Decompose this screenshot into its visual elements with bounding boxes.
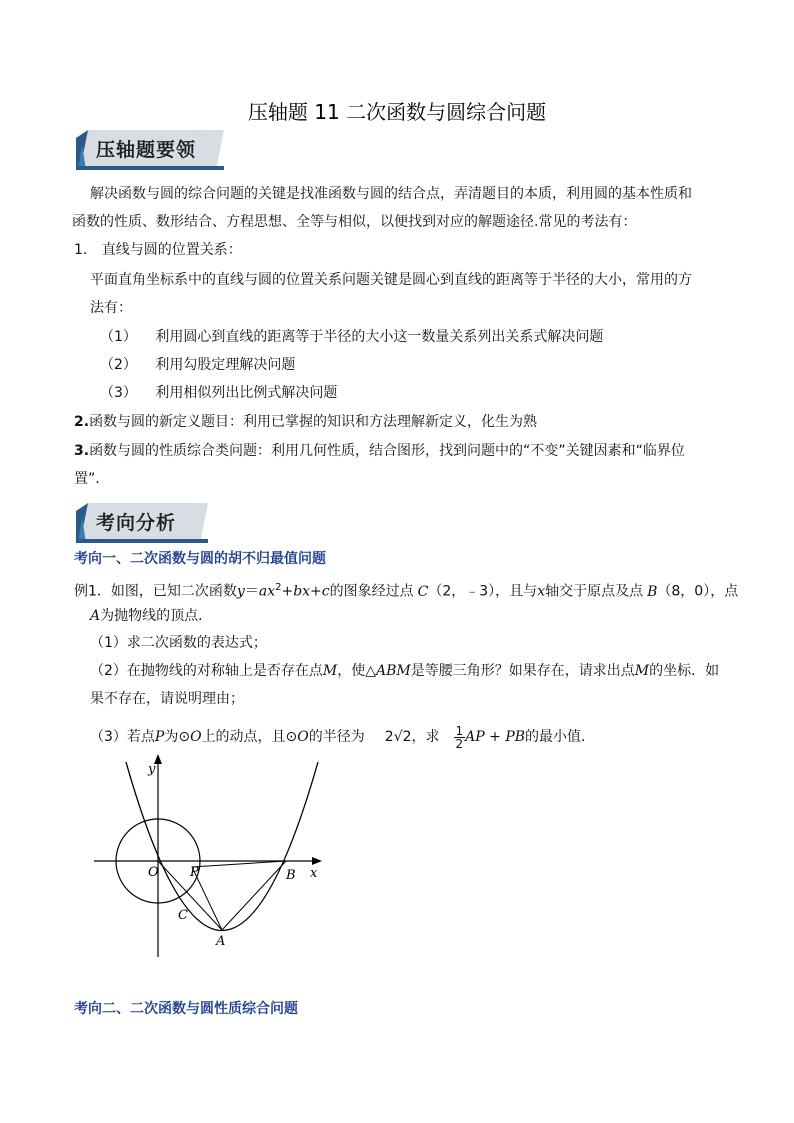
intro-line-2: 函数的性质、数形结合、方程思想、全等与相似，以便找到对应的解题途径.常见的考法有： [72,214,637,230]
item-number: （1） [100,329,137,345]
direction-2-title: 考向二、二次函数与圆性质综合问题 [74,1001,298,1017]
label-p: P [190,865,199,880]
radius-value: 2√2 [384,729,412,745]
point-c: C [417,583,429,600]
point-a: A [90,608,101,624]
method-1-number: 1. [74,242,88,258]
text: ，使△ [337,663,377,679]
point-o: O [190,729,202,745]
item-text: 利用相似列出比例式解决问题 [155,385,338,401]
label-x: x [310,866,318,881]
item-text: 利用圆心到直线的距离等于半径的大小这一数量关系列出关系式解决问题 [155,329,604,345]
geometry-figure [88,752,328,957]
expression-ap-pb: AP + PB [465,729,526,745]
section-banner-key-points [76,130,224,170]
label-o: O [148,865,159,880]
point-m: M [634,663,650,679]
text: 为抛物线的顶点． [100,608,213,624]
section-banner-analysis [76,503,224,543]
fraction-numerator: 1 [455,723,464,738]
text: 的坐标．如 [649,663,720,679]
question-3 [90,723,595,751]
method-1-desc-line-2: 法有： [90,300,132,316]
point-m: M [322,663,338,679]
var-ax: ax [258,583,276,600]
method-1-desc-line-1: 平面直角坐标系中的直线与圆的位置关系问题关键是圆心到直线的距离等于半径的大小，常用的方 [90,272,692,288]
banner-label: 考向分析 [96,512,177,534]
text: 为⊙ [164,729,191,745]
question-2-line-1 [90,661,719,681]
fraction-one-half [454,725,466,750]
example-prefix: 例1．如图，已知二次函数 [74,583,237,600]
text: 是等腰三角形？如果存在，请求出点 [410,663,635,679]
label-b: B [286,868,296,883]
method-1-item-3 [100,383,337,403]
method-1-item-1 [100,327,603,347]
label-y: y [148,762,156,777]
method-3-line-2: 置”. [74,471,100,487]
text: 轴交于原点及点 [545,583,644,600]
point-p: P [154,729,165,745]
banner-label: 压轴题要领 [96,139,197,161]
text: （3）若点 [90,729,155,745]
method-3-number: 3. [74,443,90,459]
parabola-curve [126,762,318,931]
method-2 [74,412,537,432]
item-number: （2） [100,357,137,373]
text: 上的动点，且⊙ [201,729,298,745]
page-title: 压轴题 11 二次函数与圆综合问题 [247,100,547,124]
method-1-title: 直线与圆的位置关系： [101,242,242,258]
var-y: y [236,583,245,600]
method-2-text: 函数与圆的新定义题目：利用已掌握的知识和方法理解新定义，化生为熟 [89,414,538,430]
fraction-denominator: 2 [455,736,464,751]
text: 的图象经过点 [329,583,414,600]
item-number: （3） [100,385,137,401]
text: 的半径为 [308,729,365,745]
method-3-line-1 [74,441,685,461]
var-x: x [537,583,546,600]
text: （2）在抛物线的对称轴上是否存在点 [90,663,323,679]
direction-1-title: 考向一、二次函数与圆的胡不归最值问题 [74,551,326,567]
label-c: C [178,908,188,923]
segment-ab [222,861,286,930]
text: （8，0），点 [657,583,739,600]
method-3-text: 函数与圆的性质综合类问题：利用几何性质，结合图形，找到问题中的“不变”关键因素和“临界位 [89,443,685,459]
intro-line-1: 解决函数与圆的综合问题的关键是找准函数与圆的结合点，弄清题目的本质，利用圆的基本性质和 [90,186,692,202]
exponent: 2 [275,582,282,593]
item-text: 利用勾股定理解决问题 [155,357,296,373]
method-1-heading [74,240,242,260]
method-2-number: 2. [74,414,90,430]
question-2-line-2: 果不存在，请说明理由； [90,691,244,707]
method-1-item-2 [100,355,295,375]
var-bx-c: +bx+c [281,583,330,600]
text: ，求 [411,729,440,745]
x-axis-arrow [312,857,322,865]
point-o: O [297,729,309,745]
text: （2，﹣3），且与 [428,583,538,600]
text: 的最小值． [525,729,596,745]
triangle-abm: ABM [376,663,411,679]
example-1-line-2 [90,606,212,626]
point-b: B [647,583,658,600]
equals-sign: ＝ [244,583,259,600]
label-a: A [216,934,226,949]
example-1-line-1 [74,578,738,602]
segment-pb [192,861,286,867]
question-1: （1）求二次函数的表达式； [90,635,267,651]
